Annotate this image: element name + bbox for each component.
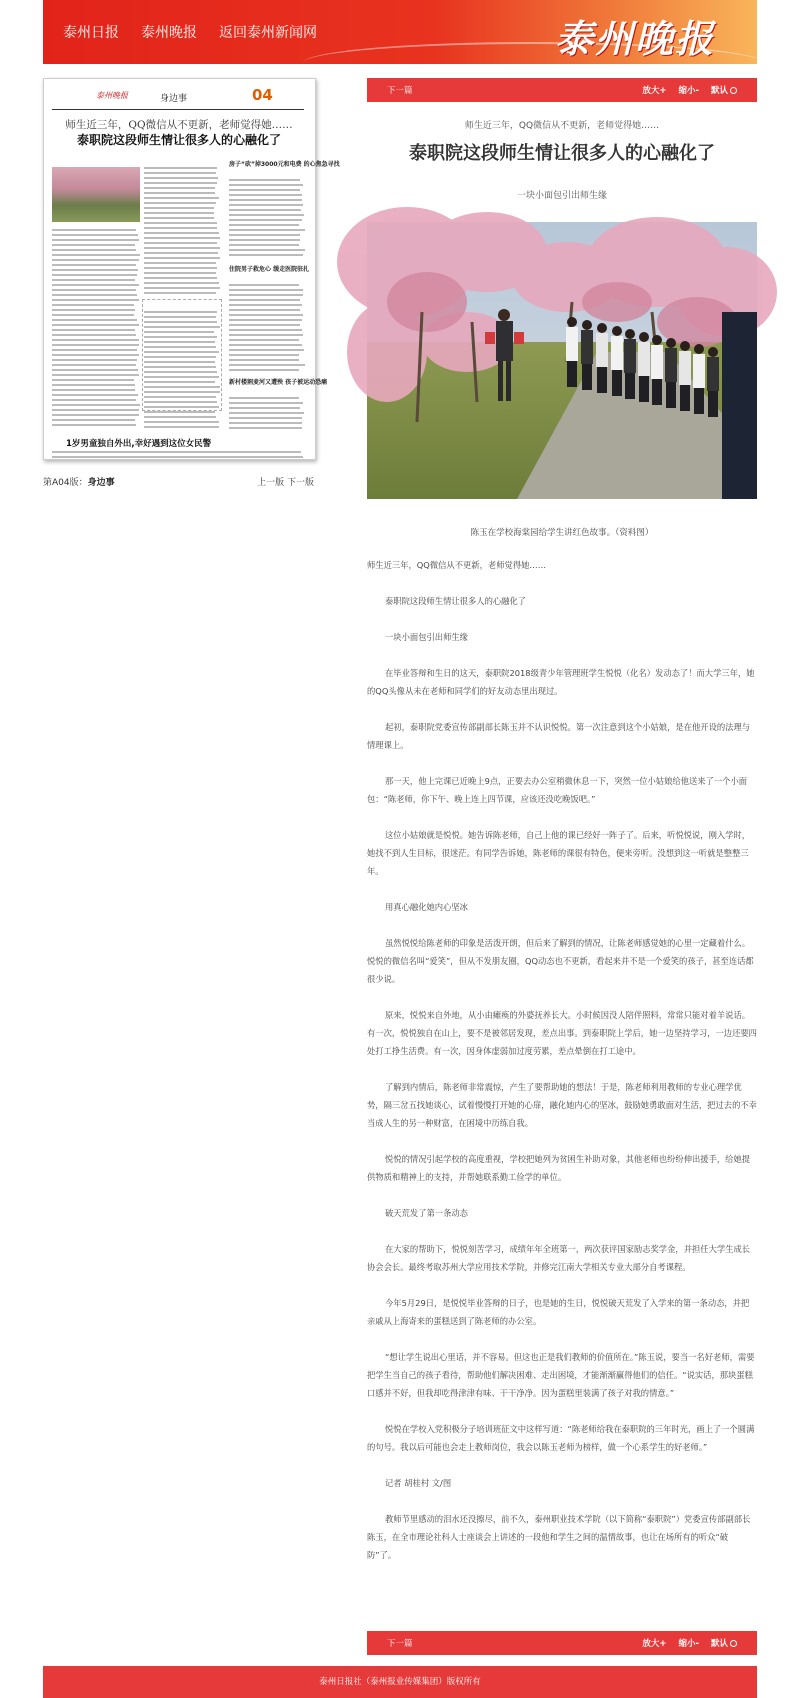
next-article-link[interactable]: 下一篇 <box>387 86 413 96</box>
thumb-page-number: 04 <box>252 86 273 104</box>
header-nav <box>63 22 317 42</box>
thumb-text-line <box>52 359 137 361</box>
thumb-text-line <box>144 242 217 244</box>
thumb-text-line <box>229 334 303 336</box>
thumb-text-line <box>144 232 219 234</box>
thumb-text-line <box>52 314 134 316</box>
thumb-text-line <box>52 239 139 241</box>
thumb-text-line <box>52 234 138 236</box>
student-legs <box>597 367 607 393</box>
thumb-bottom-headline: 1岁男童独自外出,幸好遇到这位女民警 <box>66 439 212 449</box>
thumb-text-line <box>144 222 217 224</box>
thumb-text-line <box>229 412 304 414</box>
student-body <box>638 342 650 376</box>
default-size-button-bottom[interactable]: 默认 <box>711 1637 737 1649</box>
thumb-text-line <box>144 252 218 254</box>
thumb-side-headline: 房子“砍”掉3000元和电费 的心焦急寻找 <box>229 161 340 168</box>
thumb-text-line <box>229 219 302 221</box>
page-section: 身边事 <box>87 478 115 488</box>
student-head <box>680 341 690 351</box>
page-nav <box>257 475 314 488</box>
thumb-text-line <box>229 244 299 246</box>
student-body <box>611 336 623 370</box>
article-paragraph: 那一天，他上完课已近晚上9点，正要去办公室稍微休息一下，突然一位小姑娘给他送来了一个小面包：“陈老师，你下午、晚上连上四节课，应该还没吃晚饭吧。” <box>367 776 748 804</box>
thumb-text-line <box>144 177 218 179</box>
thumb-text-line <box>52 269 138 271</box>
thumb-text-line <box>52 344 139 346</box>
thumb-text-line <box>144 197 219 199</box>
thumb-text-line <box>229 299 300 301</box>
thumb-text-line <box>144 182 217 184</box>
student-body <box>665 348 677 382</box>
thumb-brand: 泰州晚报 <box>96 91 128 100</box>
thumb-text-line <box>144 257 220 259</box>
thumb-text-line <box>229 354 299 356</box>
thumb-text-line <box>229 204 303 206</box>
thumb-text-line <box>144 187 215 189</box>
thumb-text-line <box>229 254 303 256</box>
prev-page-link[interactable]: 上一版 <box>257 478 285 488</box>
thumb-text-line <box>52 324 139 326</box>
thumb-text-line <box>144 217 214 219</box>
article-toolbar-top <box>367 78 757 102</box>
student-head <box>582 320 592 330</box>
thumb-text-line <box>144 207 214 209</box>
thumb-text-line <box>52 349 137 351</box>
thumb-text-line <box>144 167 217 169</box>
article-paragraph: 在毕业答辩和生日的这天，泰职院2018级青少年管理班学生悦悦（化名）发动态了！而大学三年，她的QQ头像从未在老师和同学们的好友动态里出现过。 <box>367 668 755 696</box>
newspaper-page-thumbnail[interactable] <box>43 78 340 460</box>
thumb-text-line <box>229 189 300 191</box>
thumb-text-line <box>229 239 300 241</box>
site-footer: 泰州日报社（泰州报业传媒集团）版权所有 <box>43 1666 757 1698</box>
thumb-text-line <box>229 319 302 321</box>
thumb-text-line <box>144 282 219 284</box>
student-body <box>581 330 593 364</box>
thumb-text-line <box>144 421 219 423</box>
thumb-text-line <box>52 409 139 411</box>
article-title: 泰职院这段师生情让很多人的心融化了 <box>409 143 715 164</box>
thumb-text-line <box>144 416 216 418</box>
foreground-student <box>722 312 757 499</box>
thumb-text-line <box>229 199 302 201</box>
student-head <box>694 344 704 354</box>
article-subtitle-2: 一块小面包引出师生缘 <box>516 191 607 201</box>
zoom-in-button[interactable]: 放大+ <box>642 86 667 96</box>
thumb-text-line <box>52 414 139 416</box>
thumb-text-line <box>52 279 135 281</box>
student-head <box>708 347 718 357</box>
thumb-text-line <box>229 209 301 211</box>
thumb-text-line <box>144 172 216 174</box>
student-body <box>566 327 578 361</box>
student-legs <box>666 382 676 408</box>
thumb-section: 身边事 <box>160 94 188 104</box>
thumb-photo <box>52 167 140 222</box>
reset-circle-icon <box>730 87 737 94</box>
thumb-text-line <box>229 349 304 351</box>
student-head <box>597 323 607 333</box>
thumb-text-line <box>229 324 300 326</box>
student-body <box>596 333 608 367</box>
font-size-tools-bottom <box>642 1637 737 1649</box>
student-body <box>651 345 663 379</box>
thumb-text-line <box>52 399 136 401</box>
thumb-text-line <box>229 427 302 429</box>
page-label: 第A04版：身边事 <box>43 478 115 488</box>
thumb-text-line <box>52 329 135 331</box>
student-head <box>666 338 676 348</box>
thumb-text-line <box>229 304 302 306</box>
thumb-text-line <box>52 374 139 376</box>
thumb-text-line <box>52 369 138 371</box>
thumb-text-line <box>52 244 135 246</box>
next-article-link-bottom[interactable]: 下一篇 <box>387 1639 413 1649</box>
thumb-text-line <box>144 426 219 428</box>
thumb-text-line <box>52 284 139 286</box>
article-paragraph: 教师节里感动的泪水还没擦尽，前不久，泰州职业技术学院（以下简称“泰职院”）党委宣传部副部长陈玉，在全市理论社科人士座谈会上讲述的一段他和学生之间的温情故事，也让在场所有的听众“破防”了。 <box>367 1514 751 1560</box>
thumb-text-line <box>229 402 303 404</box>
thumb-text-line <box>229 417 302 419</box>
student-body <box>679 351 691 385</box>
article-byline: 记者 胡桂村 文/图 <box>385 1478 452 1488</box>
thumb-text-line <box>144 247 220 249</box>
article-paragraph: 一块小面包引出师生缘 <box>385 632 468 642</box>
student-body <box>693 354 705 388</box>
student-body <box>624 339 636 373</box>
thumb-text-line <box>52 419 135 421</box>
site-header <box>43 0 757 64</box>
thumb-text-line <box>144 202 216 204</box>
thumb-text-line <box>52 451 301 453</box>
student-legs <box>652 379 662 405</box>
thumb-masthead <box>52 87 304 110</box>
reset-circle-icon <box>730 1640 737 1647</box>
thumb-text-line <box>144 267 217 269</box>
student-legs <box>694 388 704 414</box>
thumb-text-line <box>144 411 215 413</box>
article-toolbar-bottom <box>367 1631 757 1655</box>
font-size-tools <box>642 84 737 96</box>
thumb-text-line <box>229 294 303 296</box>
nav-link-taizhou-evening[interactable]: 泰州晚报 <box>141 25 197 41</box>
thumb-text-line <box>52 384 135 386</box>
thumb-text-line <box>229 289 303 291</box>
photo-illustration <box>367 222 757 499</box>
thumb-text-line <box>229 329 302 331</box>
thumb-text-line <box>144 237 220 239</box>
thumb-text-line <box>52 424 136 426</box>
article-photo <box>367 222 757 499</box>
thumb-text-line <box>229 234 300 236</box>
student-head <box>652 335 662 345</box>
nav-link-back-to-news[interactable]: 返回泰州新闻网 <box>219 25 317 41</box>
thumb-text-line <box>229 369 299 371</box>
zoom-in-button-bottom[interactable]: 放大+ <box>642 1639 667 1649</box>
thumb-side-headline-2: 住院男子救危心 缓走医院驻扎 <box>229 266 310 273</box>
thumb-text-line <box>52 259 139 261</box>
thumb-text-line <box>144 212 214 214</box>
thumb-text-line <box>144 227 217 229</box>
article-paragraph: 这位小姑娘就是悦悦。她告诉陈老师，自己上他的课已经好一阵子了。后来，听悦悦说，刚入学时，她找不到人生目标，很迷茫。有同学告诉她，陈老师的课很有特色，便来旁听。没想到这一听就是整整三年。 <box>367 830 751 876</box>
thumb-text-line <box>229 284 299 286</box>
thumb-text-line <box>52 456 303 458</box>
article-paragraph: 在大家的帮助下，悦悦刻苦学习，成绩年年全班第一，两次获评国家励志奖学金，并担任大学生成长协会会长。最终考取苏州大学应用技术学院，并修完江南大学相关专业大部分自考课程。 <box>367 1244 751 1272</box>
thumb-text-line <box>229 224 299 226</box>
article-paragraph: 起初，泰职院党委宣传部副部长陈玉并不认识悦悦。第一次注意到这个小姑娘，是在他开设的法理与情理课上。 <box>367 722 751 750</box>
site-logo: 泰州晚报 <box>554 16 715 61</box>
article-paragraph: 今年5月29日，是悦悦毕业答辩的日子，也是她的生日，悦悦破天荒发了入学来的第一条动态，并把亲戚从上海寄来的蛋糕送到了陈老师的办公室。 <box>367 1298 750 1326</box>
thumb-text-line <box>52 364 136 366</box>
thumb-text-line <box>52 304 134 306</box>
thumb-text-line <box>144 192 215 194</box>
thumb-text-line <box>229 229 305 231</box>
article-paragraph: 用真心融化她内心坚冰 <box>385 902 468 912</box>
article-paragraph: 了解到内情后，陈老师非常震惊，产生了要帮助她的想法！于是，陈老师利用教师的专业心理学优势，隔三岔五找她谈心，试着慢慢打开她的心扉，融化她内心的坚冰，鼓励她勇敢面对生活，把过去的不幸当成人生的另一种财富，在困境中历练自我。 <box>367 1082 757 1128</box>
article-paragraph: 师生近三年，QQ微信从不更新，老师觉得她…… <box>367 560 547 570</box>
student-legs <box>625 373 635 399</box>
thumb-text-line <box>52 379 134 381</box>
student-head <box>567 317 577 327</box>
article-paragraph: 悦悦的情况引起学校的高度重视，学校把她列为贫困生补助对象，其他老师也纷纷伸出援手，给她提供物质和精神上的支持，并帮她联系勤工俭学的单位。 <box>367 1154 751 1182</box>
student-legs <box>612 370 622 396</box>
default-size-button[interactable]: 默认 <box>711 84 737 96</box>
thumb-title: 泰职院这段师生情让很多人的心融化了 <box>76 133 281 147</box>
article-body <box>367 556 757 1582</box>
student-legs <box>708 391 718 417</box>
thumb-text-line <box>229 407 300 409</box>
thumb-text-line <box>229 364 305 366</box>
thumb-text-line <box>52 389 135 391</box>
thumb-text-line <box>229 179 300 181</box>
student-head <box>625 329 635 339</box>
thumb-text-line <box>229 249 305 251</box>
student-head <box>639 332 649 342</box>
next-page-link[interactable]: 下一版 <box>286 478 314 488</box>
article-paragraph: 破天荒发了第一条动态 <box>385 1208 468 1218</box>
thumb-text-line <box>144 262 216 264</box>
thumb-text-line <box>52 319 137 321</box>
thumb-text-line <box>229 184 303 186</box>
thumb-text-line <box>229 359 299 361</box>
thumb-text-line <box>144 277 217 279</box>
thumb-text-line <box>229 214 304 216</box>
thumb-text-line <box>52 264 136 266</box>
student-legs <box>680 385 690 411</box>
thumb-text-line <box>52 254 140 256</box>
thumb-text-line <box>229 397 299 399</box>
thumb-text-line <box>229 309 300 311</box>
thumb-text-line <box>52 274 137 276</box>
thumb-text-line <box>52 309 135 311</box>
student-legs <box>567 361 577 387</box>
photo-caption: 陈玉在学校海棠园给学生讲红色故事。（资料图） <box>470 528 654 538</box>
article-paragraph: “想让学生说出心里话，并不容易。但这也正是我们教师的价值所在。”陈玉说，要当一名好老师，需要把学生当自己的孩子看待，帮助他们解决困难、走出困境，才能渐渐赢得他们的信任。“说实话，那块蛋糕口感并不好，但我却吃得津津有味、干干净净。因为蛋糕里装满了孩子对我的情意。” <box>367 1352 755 1398</box>
thumb-text-line <box>229 339 299 341</box>
article-paragraph: 原来，悦悦来自外地，从小由瘫痪的外婆抚养长大。小时候因没人陪伴照料，常常只能对着羊说话。有一次，悦悦独自在山上，要不是被邻居发现，差点出事。到泰职院上学后，她一边坚持学习，一边还要四处打工挣生活费。有一次，因身体虚弱加过度劳累，差点晕倒在打工途中。 <box>367 1010 757 1056</box>
article-paragraph: 泰职院这段师生情让很多人的心融化了 <box>385 596 527 606</box>
thumb-text-line <box>229 314 303 316</box>
thumb-text-line <box>52 294 137 296</box>
thumb-text-line <box>144 292 216 294</box>
thumb-text-line <box>52 354 139 356</box>
zoom-out-button[interactable]: 缩小- <box>678 86 699 96</box>
student-body <box>707 357 719 391</box>
thumb-text-line <box>52 339 139 341</box>
thumb-text-line <box>229 194 302 196</box>
student-head <box>612 326 622 336</box>
thumb-text-line <box>52 299 139 301</box>
thumb-text-line <box>229 344 302 346</box>
article-subtitle: 师生近三年，QQ微信从不更新，老师觉得她…… <box>464 121 660 131</box>
thumb-subtitle: 师生近三年，QQ微信从不更新，老师觉得她…… <box>65 119 293 131</box>
nav-link-taizhou-daily[interactable]: 泰州日报 <box>63 25 119 41</box>
thumb-boxed-column <box>142 299 222 411</box>
student-legs <box>639 376 649 402</box>
thumb-text-line <box>52 404 140 406</box>
thumb-text-line <box>229 422 302 424</box>
thumb-side-headline-3: 新村楼割麦河又遭殃 孩子被运动恐痛 <box>229 379 328 386</box>
zoom-out-button-bottom[interactable]: 缩小- <box>678 1639 699 1649</box>
thumb-text-line <box>52 394 138 396</box>
thumb-text-line <box>144 287 220 289</box>
article-paragraph: 悦悦在学校入党积极分子培训班征文中这样写道：“陈老师给我在泰职院的三年时光，画上了一个圆满的句号。我以后可能也会走上教师岗位，我会以陈玉老师为榜样，做一个心系学生的好老师。” <box>367 1424 755 1452</box>
student-legs <box>582 364 592 390</box>
thumb-text-line <box>52 289 136 291</box>
article-paragraph: 虽然悦悦给陈老师的印象是活泼开朗，但后来了解到的情况，让陈老师感觉她的心里一定藏着什么。悦悦的微信名叫“爱笑”，但从不发朋友圈，QQ动态也不更新，看起来并不是一个爱笑的孩子，甚至连话都很少说。 <box>367 938 754 984</box>
thumb-text-line <box>52 229 136 231</box>
thumb-text-line <box>52 249 136 251</box>
thumb-text-line <box>144 272 216 274</box>
thumb-text-line <box>52 334 136 336</box>
